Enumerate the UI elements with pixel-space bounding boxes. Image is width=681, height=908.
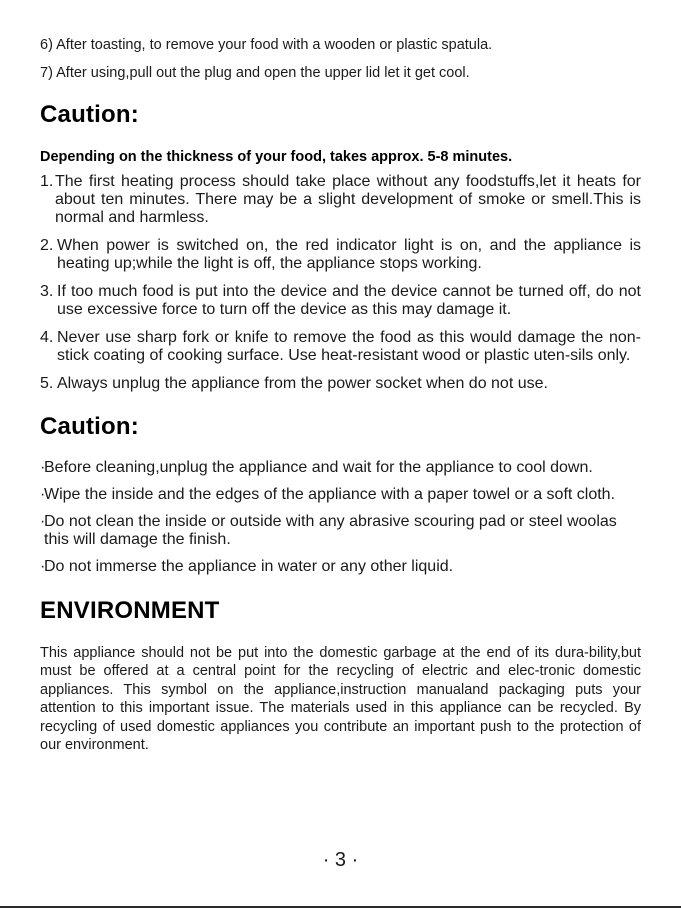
caution-item-3: [40, 283, 641, 319]
cleaning-item: [40, 513, 641, 549]
caution-heading-1: Caution:: [40, 101, 139, 128]
cleaning-item: [40, 459, 641, 477]
cleaning-item: [40, 486, 641, 504]
item-text: Never use sharp fork or knife to remove the food as this would damage the non-stick coating of cooking surface. Use heat-resistant wood or plastic uten-sils only.: [57, 328, 641, 364]
caution-subheading: Depending on the thickness of your food, takes approx. 5-8 minutes.: [40, 149, 513, 165]
bullet-dot-icon: ·: [40, 557, 46, 575]
environment-heading: ENVIRONMENT: [40, 596, 220, 624]
item-number: 1.: [40, 172, 54, 190]
item-text: The first heating process should take place without any foodstuffs,let it heats for about ten minutes. There may be a slight development of smoke or smell.This is normal and harmless.: [55, 172, 641, 226]
caution-item-1: [40, 173, 641, 227]
item-number: 4.: [40, 328, 54, 346]
caution-item-2: [40, 237, 641, 273]
step-7: 7) After using,pull out the plug and open the upper lid let it get cool.: [40, 64, 470, 81]
cleaning-item: [40, 558, 641, 576]
caution-item-4: [40, 329, 641, 365]
bullet-dot-icon: ·: [40, 512, 46, 530]
bullet-dot-icon: ·: [40, 458, 46, 476]
page-number: · 3 ·: [322, 849, 359, 871]
caution-item-5: [40, 375, 641, 393]
cleaning-text: Wipe the inside and the edges of the appliance with a paper towel or a soft cloth.: [44, 485, 616, 503]
step-6: 6) After toasting, to remove your food with a wooden or plastic spatula.: [40, 37, 493, 53]
environment-text: This appliance should not be put into the domestic garbage at the end of its dura-bility,but must be offered at a central point for the recycling of electric and elec-tronic domestic appliances. This symbol on the appliance,instruction manualand packaging puts your attention to this important issue. The materials used in this appliance can be recycled. By recycling of used domestic appliances you contribute an important push to the protection of our environment.: [40, 644, 641, 753]
item-text: When power is switched on, the red indicator light is on, and the appliance is heating up;while the light is off, the appliance stops working.: [57, 236, 641, 272]
manual-page: [40, 36, 641, 755]
cleaning-text: Before cleaning,unplug the appliance and wait for the appliance to cool down.: [44, 458, 593, 476]
caution-heading-2: Caution:: [40, 412, 139, 440]
item-number: 2.: [40, 236, 54, 254]
item-number: 5.: [40, 374, 54, 392]
item-text: If too much food is put into the device and the device cannot be turned off, do not use excessive force to turn off the device as this may damage it.: [57, 282, 641, 318]
cleaning-text: Do not clean the inside or outside with any abrasive scouring pad or steel woolas this will damage the finish.: [44, 512, 617, 548]
item-number: 3.: [40, 282, 54, 300]
cleaning-text: Do not immerse the appliance in water or any other liquid.: [44, 557, 454, 575]
bullet-dot-icon: ·: [40, 485, 46, 503]
item-text: Always unplug the appliance from the power socket when do not use.: [57, 374, 548, 392]
